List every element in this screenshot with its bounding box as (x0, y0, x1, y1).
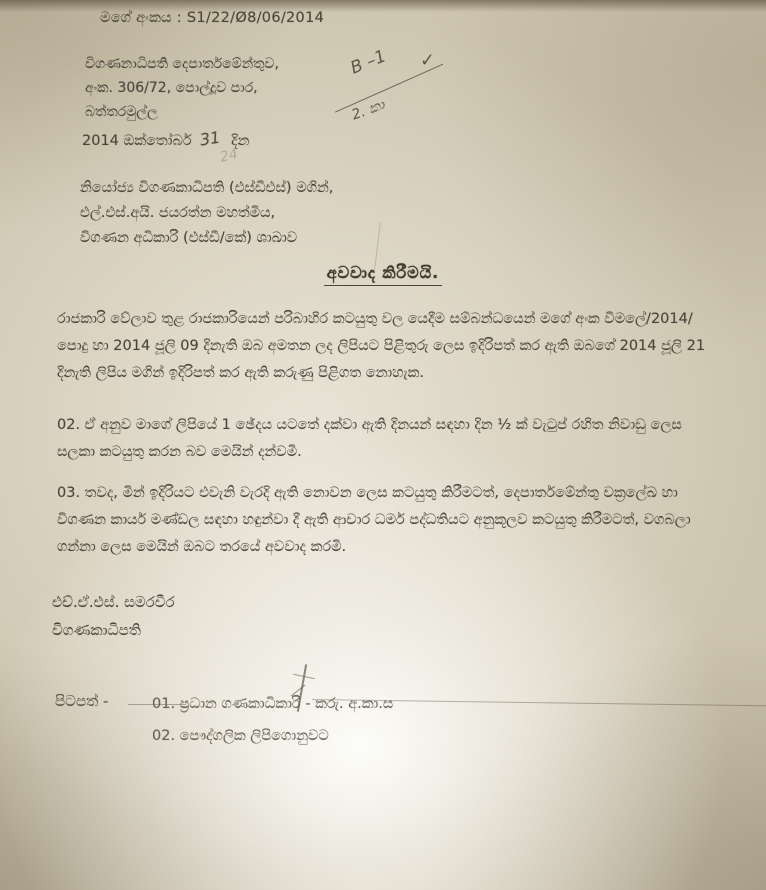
faint-pencil-mark: 24 (218, 146, 240, 166)
paragraph-3-line-3: ගන්නා ලෙස මෙයින් ඔබට තරයේ අවවාද කරමි. (57, 539, 347, 555)
copies-list (152, 688, 393, 752)
recipient-via: නියෝජ්‍ය විගණකාධිපති (එස්ඩීඑස්) මගින්, (80, 180, 334, 196)
handwritten-day: 31 (198, 127, 222, 150)
paragraph-3 (57, 480, 719, 561)
paragraph-2-line-1: 02. ඒ අනුව මාගේ ලිපියේ 1 ඡේදය යටතේ දක්වා ඇති දිනයන් සඳහා දින ½ ක් වැටුප් රහිත නිවාඩු ලෙස (57, 417, 682, 433)
paragraph-3-line-2: විගණන කාර්ය මණ්ඩල සඳහා හඳුන්වා දී ඇති ආචාර ධර්ම පද්ධතියට අනුකූලව කටයුතු කිරීමටත්, වගබලා (57, 512, 691, 528)
signatory-title: විගණකාධිපති (52, 621, 141, 639)
signatory-name: එච්.ඒ.එස්. සමරවීර (52, 593, 175, 611)
signature-block (52, 588, 175, 644)
paragraph-2-line-2: සලකා කටයුතු කරන බව මෙයින් දන්වමි. (57, 444, 302, 460)
copies-label: පිටපත් - (55, 692, 109, 710)
date-prefix: 2014 ඔක්තෝබර් (82, 133, 192, 149)
subject-line-wrap (0, 263, 766, 286)
handwritten-fraction-bar (335, 64, 443, 113)
copies-item-2: 02. පෞද්ගලික ලිපිගොනුවට (152, 728, 329, 744)
sender-city: බත්තරමුල්ල (85, 104, 158, 120)
sender-street: අංක. 306/72, පොල්දූව පාර, (85, 80, 258, 96)
reference-label: මගේ අංකය : (100, 10, 182, 26)
handwritten-annotation-bottom: 2. කා (349, 96, 387, 124)
sender-address-block (85, 52, 279, 124)
date-line (82, 127, 250, 150)
handwritten-annotation-top: B –1 (347, 46, 389, 79)
date-suffix: දින (231, 133, 250, 149)
recipient-name: එල්.එස්.අයි. ජයරත්න මහත්මිය, (80, 205, 276, 221)
handwritten-annotation (320, 26, 470, 148)
sender-department: විගණනාධිපති දෙපාර්තමේන්තුව, (85, 56, 279, 72)
recipient-branch: විගණන අධිකාරි (එස්ඩී/කේ) ශාඛාව (80, 230, 298, 246)
paragraph-1 (57, 306, 719, 387)
reference-number-line (100, 10, 324, 26)
copies-item-1: 01. ප්‍රධාන ගණකාධිකාරි - කරු. අ.කා.ස (152, 696, 394, 712)
handwritten-tick-icon: ✓ (419, 49, 436, 72)
paragraph-1-line-2: හා 2014 ජූලි 09 දිනැති ඔබ අමතන ලද ලිපියට පිළිතුරු ලෙස ඉදිරිපත් කර ඇති ඔබගේ 2014 ජූලි 21 දිනැති (57, 338, 706, 381)
paragraph-1-line-1: රාජකාරි වේලාව තුළ රාජකාරියෙන් පරිබාහිර කටයුතු වල යෙදීම සම්බන්ධයෙන් මගේ අංක විමලේ/2014/පොදු (57, 311, 693, 354)
paragraph-3-line-1: 03. තවද, මින් ඉදිරියට එවැනි වැරදි ඇති නොවන ලෙස කටයුතු කිරීමටත්, දෙපාර්තමේන්තු චක්‍රලේඛ හා (57, 485, 678, 501)
reference-value: S1/22/Ø8/06/2014 (186, 10, 325, 26)
subject-title: අවවාද කිරීමයි. (324, 263, 443, 286)
paragraph-2 (57, 412, 719, 466)
recipient-address-block (80, 176, 333, 251)
paragraph-1-line-3: ලිපිය මගින් ඉදිරිපත් කර ඇති කරුණු පිළිගත නොහැක. (95, 365, 425, 381)
